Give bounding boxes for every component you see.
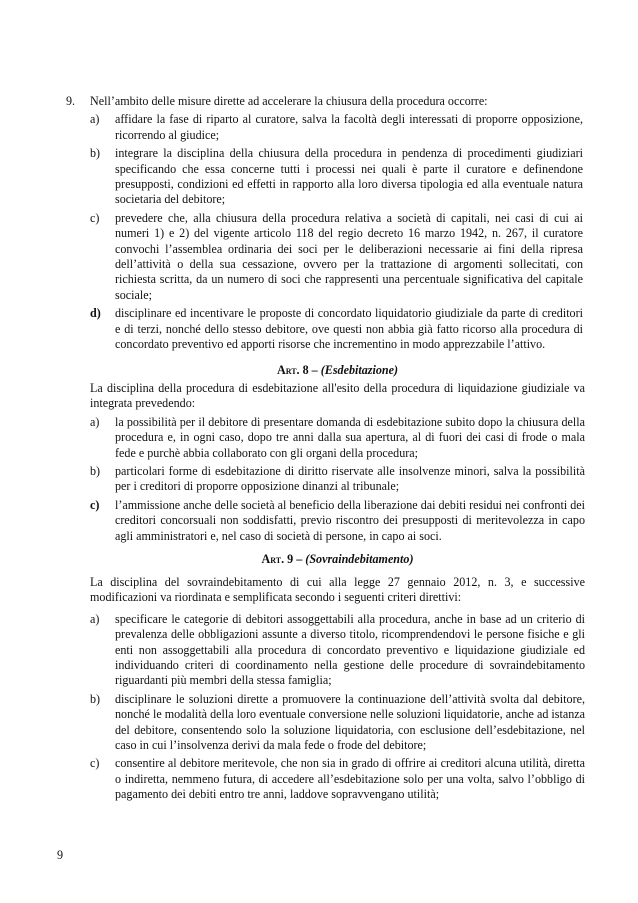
art-9-label: Art. 9 – — [261, 552, 303, 566]
item-9-sub-c-text: prevedere che, alla chiusura della procedura relativa a società di capitali, nei casi di cui ai numeri 1) e 2) del vigente articolo 118 del regio decreto 16 marzo 1942, n. 267, il curatore convochi l’assemblea ordinaria dei soci per le deliberazioni necessarie ai fini della ripresa dell’attività o della sua cessazione, ovvero per la trattazione di argomenti sollecitati, con richiesta scritta, da un numero di soci che rappresenti una percentuale significativa del capitale sociale; — [115, 210, 583, 302]
item-9-intro: Nell’ambito delle misure dirette ad accelerare la chiusura della procedura occorre: — [90, 94, 488, 108]
item-9-sub-a-text: affidare la fase di riparto al curatore, salva la facoltà degli interessati di proporre opposizione, ricorrendo al giudice; — [115, 112, 583, 142]
art-8-sub-b-text: particolari forme di esdebitazione di diritto riservate alle insolvenze minori, salva la possibilità per i creditori di proporre opposizione dinanzi al tribunale; — [115, 464, 585, 494]
art-8-sub-c-label: c) — [90, 497, 100, 512]
art-8-sublist — [90, 415, 585, 544]
art-9-sub-b — [90, 692, 585, 754]
item-9-sub-c-label: c) — [90, 210, 100, 225]
item-9-sub-b — [90, 146, 583, 208]
item-9-intro-line — [66, 94, 583, 109]
art-9-sub-a-label: a) — [90, 611, 100, 626]
item-9-sub-b-label: b) — [90, 146, 101, 161]
art-8-title — [90, 363, 585, 378]
item-9-sub-d-text: disciplinare ed incentivare le proposte di concordato liquidatorio giudiziale da parte di creditori e di terzi, nonché dello stesso debitore, ove questi non abbia già fatto ricorso alla procedura di concordato preventivo ed apporti risorse che incrementino in modo apprezzabile l’attivo. — [115, 306, 583, 352]
art-9-sub-b-label: b) — [90, 691, 101, 706]
art-9-intro: La disciplina del sovraindebitamento di cui alla legge 27 gennaio 2012, n. 3, e successive modificazioni va riordinata e semplificata secondo i seguenti criteri direttivi: — [90, 575, 585, 605]
art-8-sub-c — [90, 498, 585, 544]
art-8-sub-b — [90, 464, 585, 495]
item-9-sub-b-text: integrare la disciplina della chiusura della procedura in pendenza di procedimenti giudiziari specificando che essa concerne tutti i processi nei quali è parte il curatore e definendone presupposti, condizioni ed effetti in rapporto alla loro diversa tipologia ed alla eventuale natura societaria del debitore; — [115, 146, 583, 207]
art-9-title — [90, 552, 585, 567]
art-8-sub-a-text: la possibilità per il debitore di presentare domanda di esdebitazione subito dopo la chiusura della procedura e, in ogni caso, dopo tre anni dalla sua apertura, al di fuori dei casi di frode o mala fede e purchè abbia collaborato con gli organi della procedura; — [115, 414, 585, 460]
art-9-sub-c — [90, 756, 585, 802]
item-9-section — [68, 94, 583, 353]
art-9-sub-c-text: consentire al debitore meritevole, che non sia in grado di offrire ai creditori alcuna utilità, diretta o indiretta, nemmeno futura, di accedere all’esdebitazione solo per una volta, salvo l’obbligo di pagamento dei debiti entro tre anni, laddove sopravvengano utilità; — [115, 756, 585, 802]
art-8-section — [90, 381, 585, 544]
art-9-sub-b-text: disciplinare le soluzioni dirette a promuovere la continuazione dell’attività svolta dal debitore, nonché le modalità della loro eventuale conversione nelle soluzioni liquidatorie, anche ad istanza del debitore, consentendo solo la soluzione liquidatoria, con esclusione dell’esdebitazione, nel caso in cui l’insolvenza derivi da mala fede o frode del debitore; — [115, 691, 585, 753]
item-9-sub-a-label: a) — [90, 112, 100, 127]
art-9-sublist — [90, 612, 585, 803]
art-8-sub-a — [90, 415, 585, 461]
art-8-intro: La disciplina della procedura di esdebitazione all'esito della procedura di liquidazione giudiziale va integrata prevedendo: — [90, 381, 585, 411]
art-9-section — [90, 575, 585, 803]
art-9-sub-a — [90, 612, 585, 689]
item-9-sub-a — [90, 112, 583, 143]
art-8-sub-b-label: b) — [90, 464, 101, 479]
item-9-number: 9. — [66, 94, 76, 108]
art-9-name: (Sovraindebitamento) — [305, 552, 414, 566]
art-8-sub-a-label: a) — [90, 414, 100, 429]
item-9-sub-d — [90, 306, 583, 352]
item-9-sub-d-label: d) — [90, 306, 101, 321]
art-9-sub-a-text: specificare le categorie di debitori assoggettabili alla procedura, anche in base ad un criterio di prevalenza delle obbligazioni assunte a diverso titolo, ricomprendendovi le persone fisiche e gli enti non assoggettabili alla procedura di concordato preventivo e liquidazione giudiziale ed individuando criteri di coordinamento nella gestione delle procedure di sovraindebitamento riguardanti più membri della stessa famiglia; — [115, 611, 585, 688]
item-9-sublist — [90, 112, 583, 352]
item-9-sub-c — [90, 211, 583, 303]
art-9-sub-c-label: c) — [90, 756, 100, 771]
page-number: 9 — [57, 848, 64, 862]
art-8-label: Art. 8 – — [276, 363, 318, 377]
art-8-name: (Esdebitazione) — [320, 363, 399, 377]
art-8-sub-c-text: l’ammissione anche delle società al beneficio della liberazione dai debiti residui nei confronti dei creditori concorsuali non soddisfatti, previo riscontro dei presupposti di meritevolezza in capo agli amministratori e, nel caso di società di persone, in capo ai soci. — [115, 497, 585, 543]
